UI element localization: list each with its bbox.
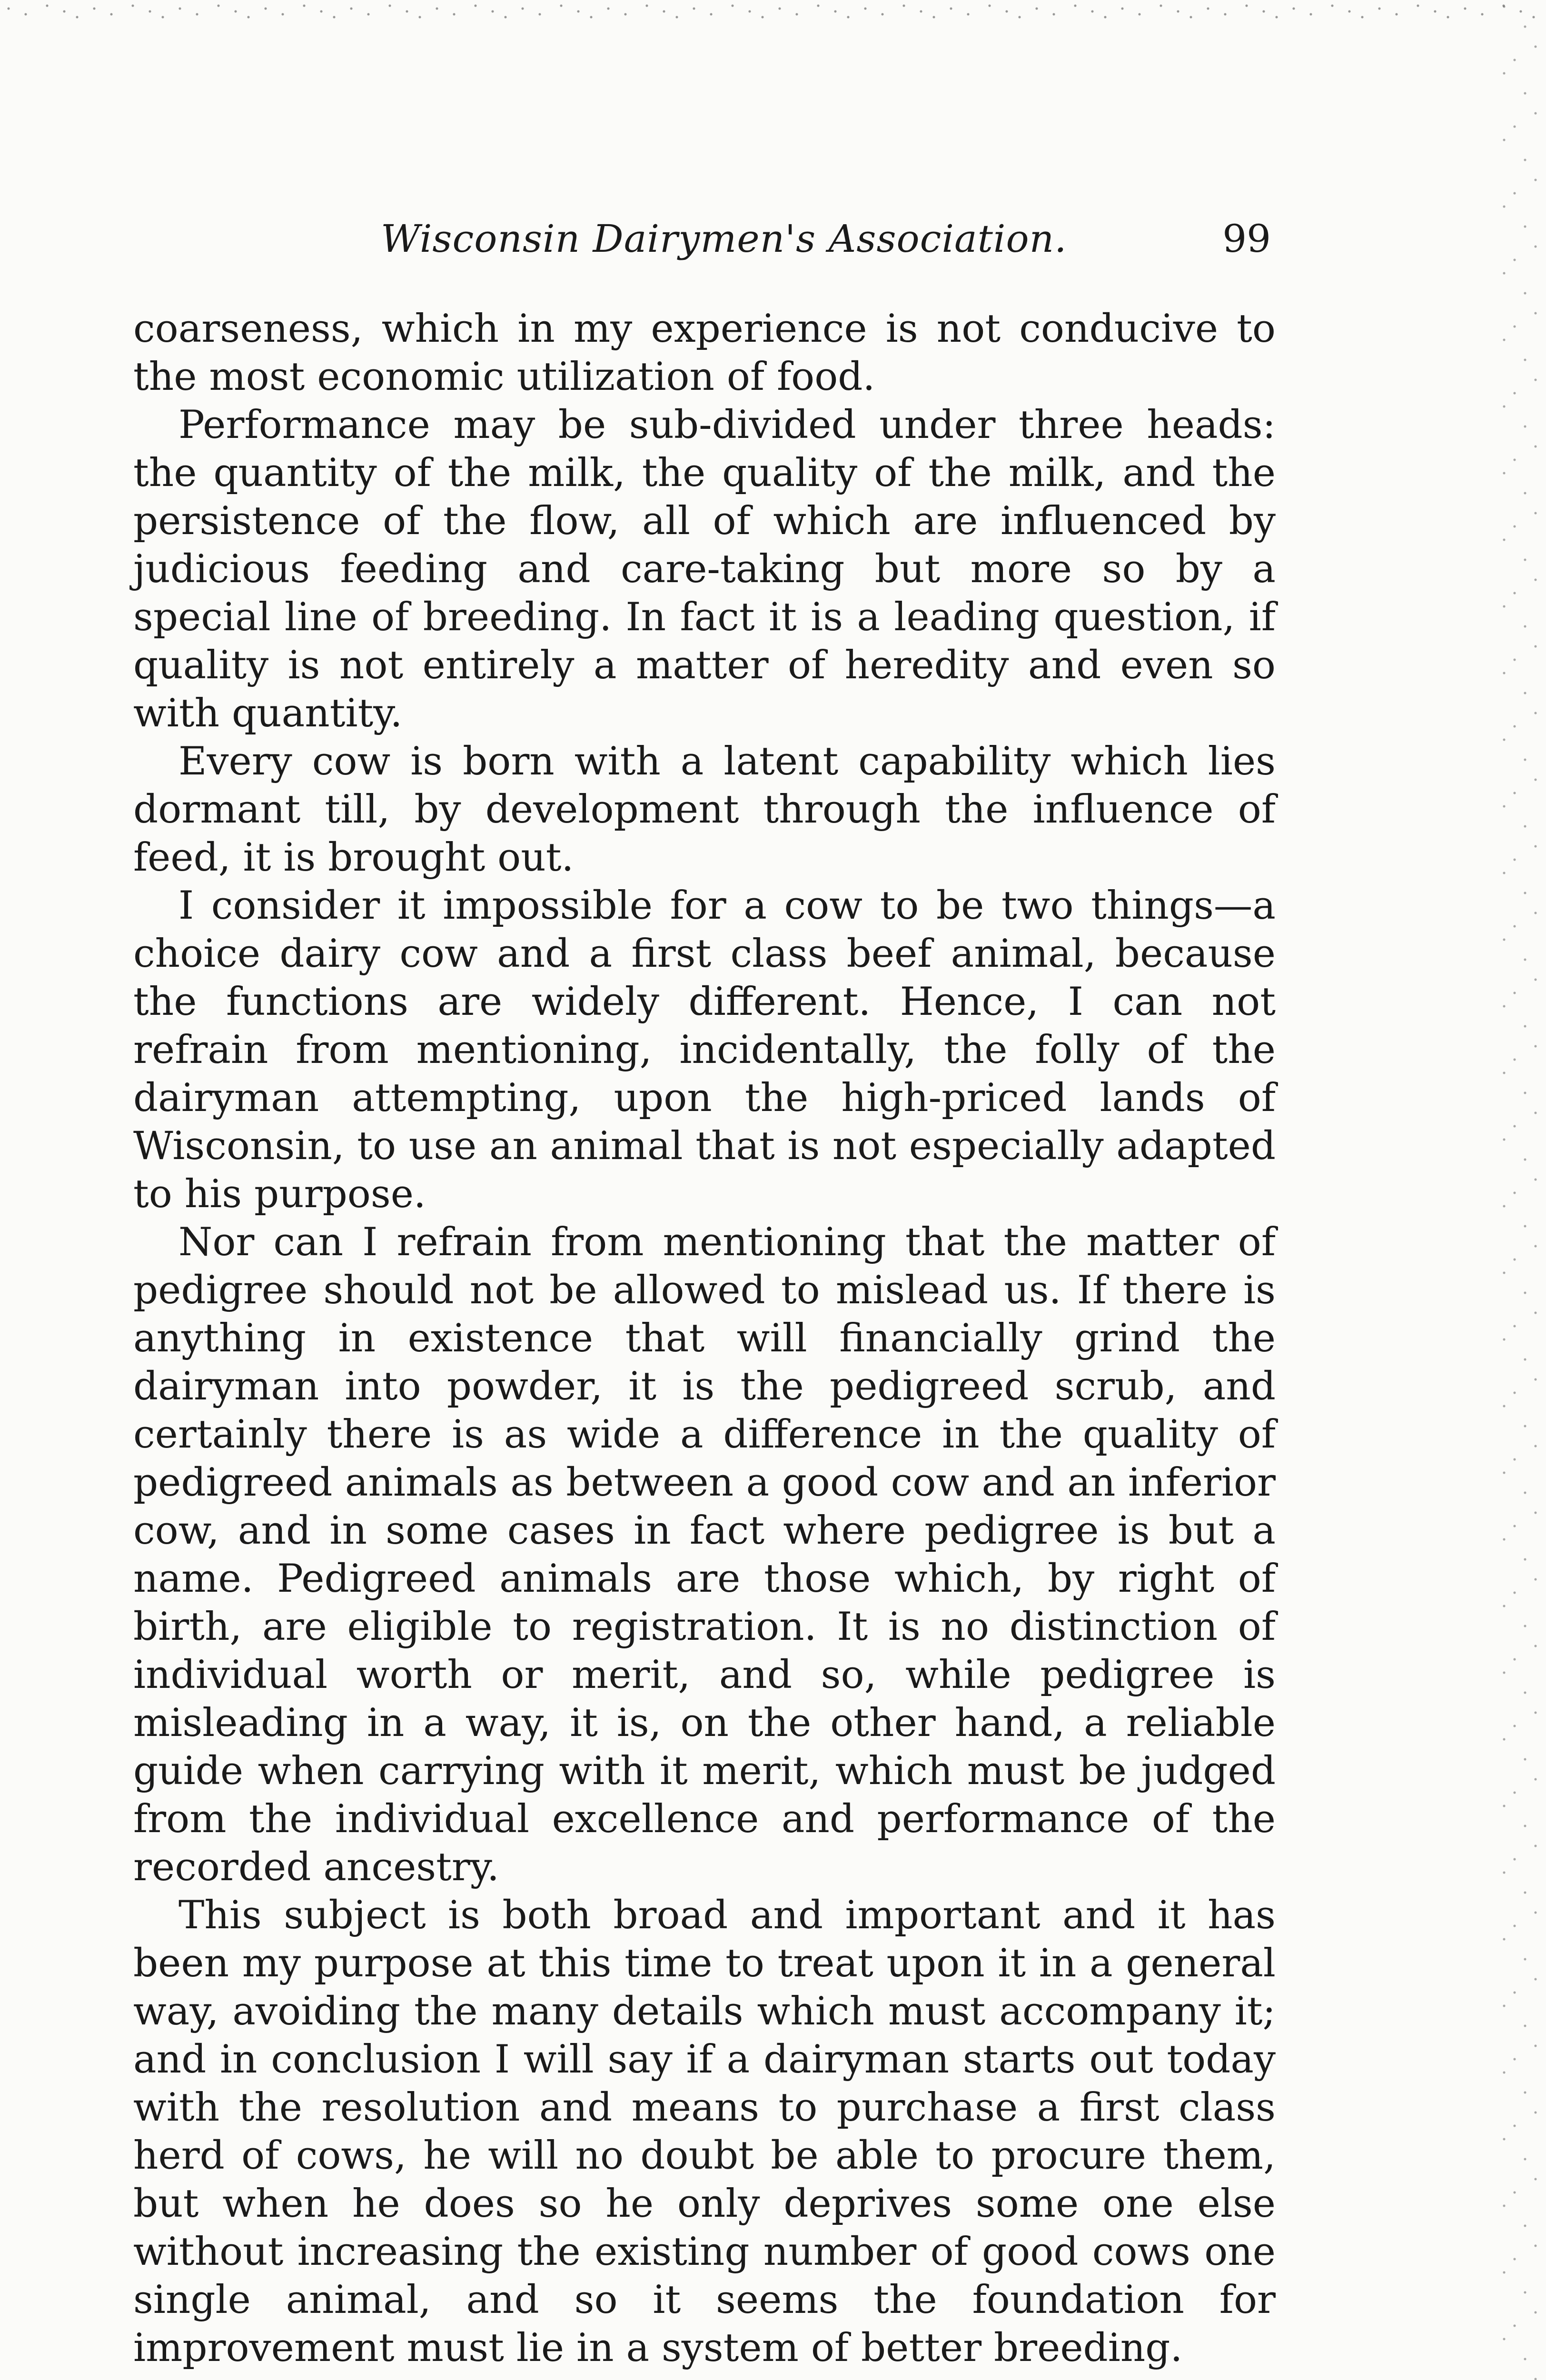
paragraph: I consider it impossible for a cow to be two things—a choice dairy cow and a first class beef animal, because the functions are widely different. Hence, I can not refrain from mentioning, incidentally, the folly of the dairyman attempting, upon the high-priced lands of Wisconsin, to use an animal that is not especially adapted to his purpose. <box>133 883 1276 1217</box>
paragraph: Nor can I refrain from mentioning that the matter of pedigree should not be allowed to mislead us. If there is anything in existence that will financially grind the dairyman into powder, it is the pedigreed scrub, and certainly there is as wide a difference in the quality of pedigreed animals as between a good cow and an inferior cow, and in some cases in fact where pedigree is but a name. Pedigreed animals are those which, by right of birth, are eligible to registration. It is no distinction of individual worth or merit, and so, while pedigree is misleading in a way, it is, on the other hand, a reliable guide when carrying with it merit, which must be judged from the individual excellence and performance of the recorded ancestry. <box>133 1220 1276 1890</box>
scan-noise-top <box>0 0 1546 29</box>
paragraph-continuation: coarseness, which in my experience is not conducive to the most economic utilization of food. <box>133 306 1276 399</box>
paragraph: Performance may be sub-divided under three heads: the quantity of the milk, the quality of the milk, and the persistence of the flow, all of which are influenced by judicious feeding and care-taking but more so by a special line of breeding. In fact it is a leading question, if quality is not entirely a matter of heredity and even so with quantity. <box>133 402 1276 736</box>
scan-noise-right <box>1494 0 1546 2380</box>
paragraph: Every cow is born with a latent capability which lies dormant till, by development through the influence of feed, it is brought out. <box>133 739 1276 880</box>
body-text <box>133 305 1276 2372</box>
page-header <box>133 217 1271 269</box>
paragraph: This subject is both broad and important and it has been my purpose at this time to treat upon it in a general way, avoiding the many details which must accompany it; and in conclusion I will say if a dairyman starts out today with the resolution and means to purchase a first class herd of cows, he will no doubt be able to procure them, but when he does so he only deprives some one else without increasing the existing number of good cows one single animal, and so it seems the foundation for improvement must lie in a system of better breeding. <box>133 1893 1276 2370</box>
page-number: 99 <box>1222 217 1271 261</box>
running-title: Wisconsin Dairymen's Association. <box>381 217 1067 261</box>
